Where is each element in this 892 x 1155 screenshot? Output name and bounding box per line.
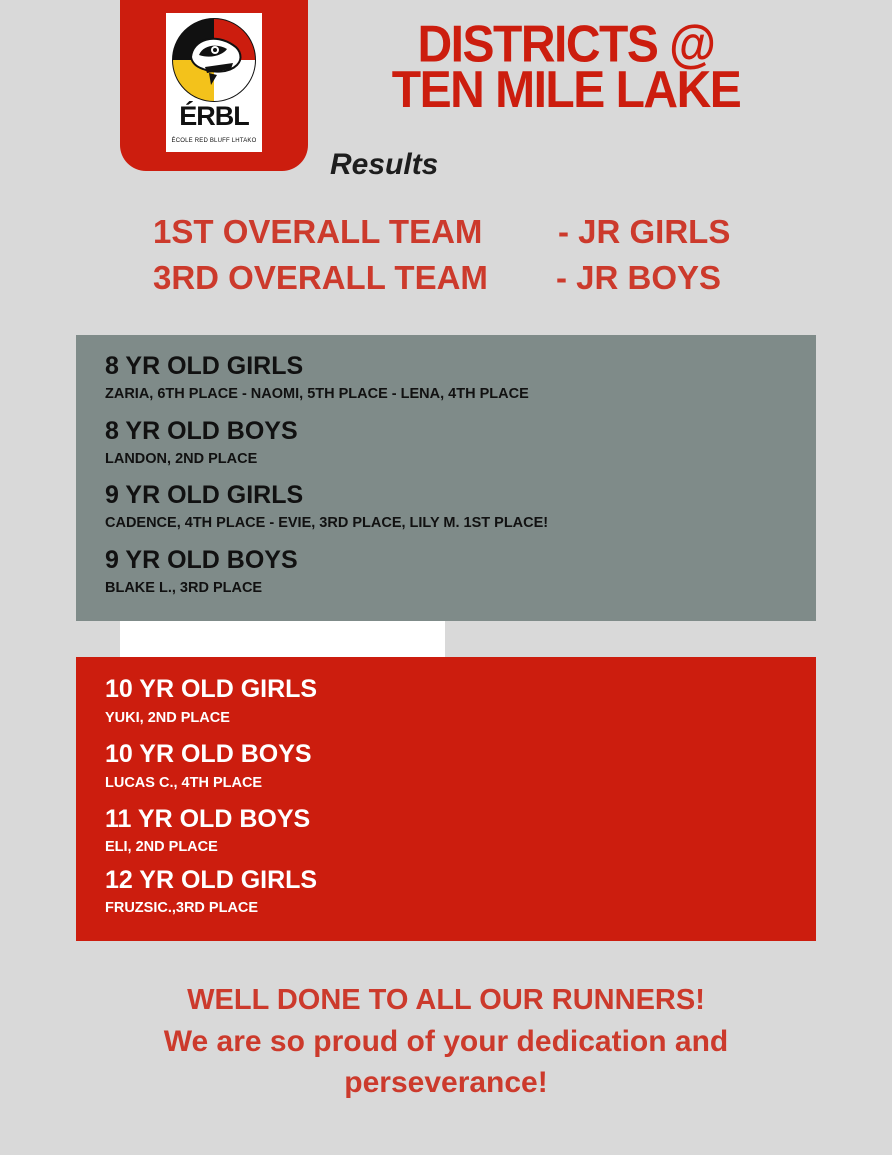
category-results: BLAKE L., 3RD PLACE: [105, 580, 263, 596]
logo-wordmark: ÉRBL: [179, 101, 249, 131]
results-panel-older: [76, 657, 816, 941]
footer-headline: WELL DONE TO ALL OUR RUNNERS!: [187, 984, 705, 1016]
category-results: LUCAS C., 4TH PLACE: [105, 775, 263, 791]
category-title: 11 YR OLD BOYS: [105, 805, 311, 833]
category-results: CADENCE, 4TH PLACE - EVIE, 3RD PLACE, LILY M. 1ST PLACE!: [105, 515, 549, 531]
overall-team-2: - JR BOYS: [556, 259, 722, 296]
overall-rank-1: 1ST OVERALL TEAM: [153, 213, 483, 250]
category-title: 8 YR OLD GIRLS: [105, 352, 304, 380]
school-logo: [166, 13, 262, 152]
category-title: 10 YR OLD BOYS: [105, 740, 312, 768]
title-line-2: TEN MILE LAKE: [391, 61, 741, 119]
title-line-1: DISTRICTS @: [417, 16, 715, 74]
category-title: 9 YR OLD BOYS: [105, 546, 298, 574]
category-results: LANDON, 2ND PLACE: [105, 451, 258, 467]
category-title: 8 YR OLD BOYS: [105, 417, 298, 445]
results-subtitle: Results: [330, 148, 439, 181]
category-title: 12 YR OLD GIRLS: [105, 866, 318, 894]
page-title: [356, 16, 776, 119]
footer-message-line-1: We are so proud of your dedication and: [163, 1025, 729, 1058]
category-results: ZARIA, 6TH PLACE - NAOMI, 5TH PLACE - LENA, 4TH PLACE: [105, 386, 529, 402]
overall-rank-2: 3RD OVERALL TEAM: [153, 259, 488, 296]
category-title: 9 YR OLD GIRLS: [105, 481, 304, 509]
overall-team-1: - JR GIRLS: [558, 213, 731, 250]
category-results: ELI, 2ND PLACE: [105, 839, 218, 855]
footer-message-line-2: perseverance!: [344, 1066, 548, 1099]
category-title: 10 YR OLD GIRLS: [105, 675, 318, 703]
results-panel-younger: [76, 335, 816, 621]
medicine-wheel-icon: [171, 17, 257, 103]
category-results: FRUZSIC.,3RD PLACE: [105, 900, 259, 916]
logo-subtext: ÉCOLE RED BLUFF LHTAKO: [171, 138, 257, 144]
divider-bar: [120, 621, 445, 657]
category-results: YUKI, 2ND PLACE: [105, 710, 230, 726]
